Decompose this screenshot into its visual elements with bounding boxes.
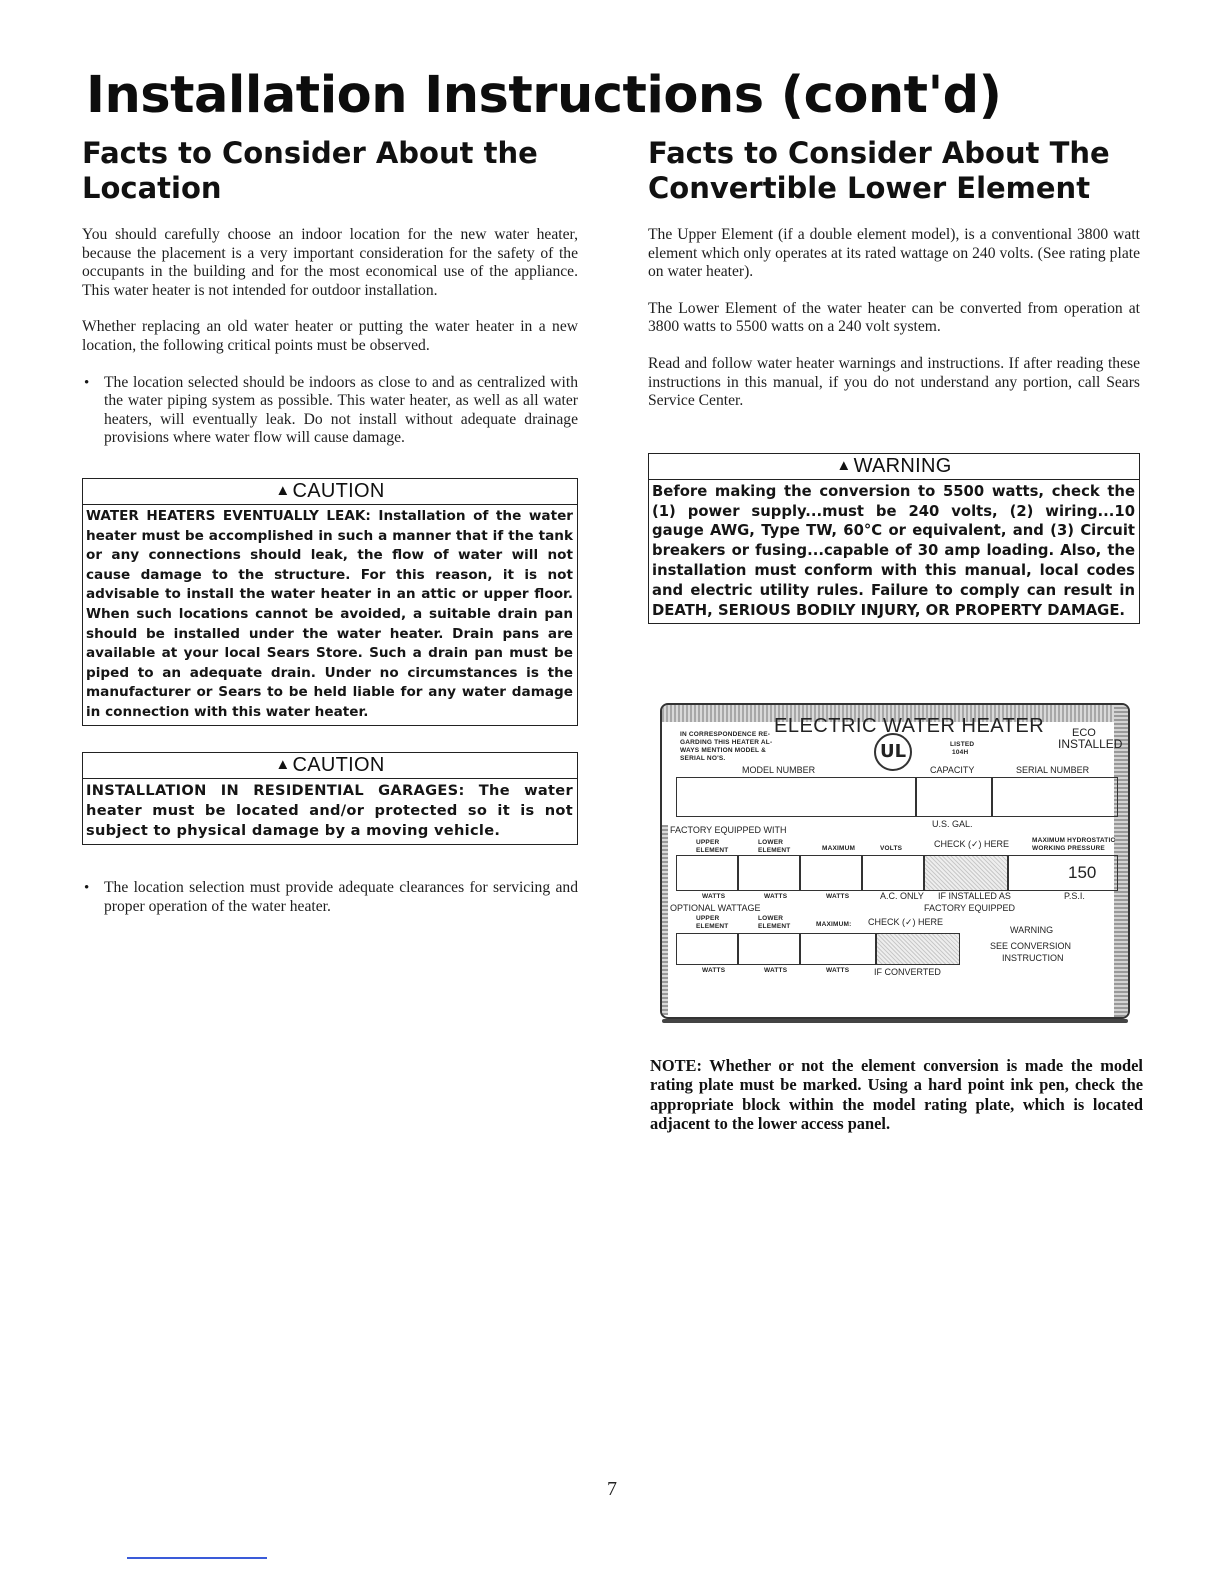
plate-row-model bbox=[676, 777, 1118, 817]
plate-shadow bbox=[662, 1019, 1128, 1023]
caution-header bbox=[83, 753, 577, 779]
plate-row-optional bbox=[676, 933, 960, 965]
plate-psi: P.S.I. bbox=[1064, 891, 1085, 901]
pressure-cell bbox=[1008, 855, 1118, 891]
plate-shading-left bbox=[662, 825, 668, 1015]
footer-rule bbox=[127, 1557, 267, 1559]
page-number: 7 bbox=[607, 1478, 617, 1500]
caution-header bbox=[83, 479, 577, 505]
plate-optional-wattage: OPTIONAL WATTAGE bbox=[670, 903, 761, 913]
bullet-text: The location selection must provide adequate clearances for servicing and proper operation of the water heater. bbox=[104, 879, 578, 916]
plate-lower-element: LOWER ELEMENT bbox=[758, 915, 791, 930]
optional-lower-cell bbox=[738, 933, 800, 965]
plate-if-converted: IF CONVERTED bbox=[874, 967, 941, 977]
plate-watts: WATTS bbox=[826, 893, 850, 900]
caution-lead: INSTALLATION IN RESIDENTIAL GARAGES: bbox=[86, 782, 465, 800]
plate-lower-element: LOWER ELEMENT bbox=[758, 839, 791, 854]
plate-us-gal: U.S. GAL. bbox=[932, 819, 973, 829]
bullet-dot-icon: • bbox=[84, 880, 90, 897]
element-paragraph-2: The Lower Element of the water heater can be converted from operation at 3800 watts to 5500 watts on a 240 volt system. bbox=[648, 299, 1140, 336]
element-paragraph-3: Read and follow water heater warnings and instructions. If after reading these instructions in this manual, if you do not understand any portion, call Sears Service Center. bbox=[648, 354, 1140, 410]
element-heading: Facts to Consider About The Convertible Lower Element bbox=[648, 136, 1110, 205]
serial-number-cell bbox=[992, 777, 1118, 817]
plate-eco: ECO bbox=[1072, 727, 1096, 739]
plate-volts: VOLTS bbox=[880, 845, 903, 852]
plate-correspondence-2: GARDING THIS HEATER AL- bbox=[680, 739, 773, 746]
plate-maximum: MAXIMUM: bbox=[816, 921, 852, 928]
bullet-item bbox=[82, 879, 578, 916]
location-heading: Facts to Consider About the Location bbox=[82, 136, 538, 205]
warning-header bbox=[649, 454, 1139, 480]
plate-capacity: CAPACITY bbox=[930, 765, 975, 775]
warning-label: WARNING bbox=[853, 454, 952, 477]
bullet-dot-icon: • bbox=[84, 374, 90, 391]
plate-watts: WATTS bbox=[702, 967, 726, 974]
plate-watts: WATTS bbox=[764, 967, 788, 974]
caution-lead: WATER HEATERS EVENTUALLY LEAK: bbox=[86, 507, 371, 524]
warning-triangle-icon: ▲ bbox=[275, 756, 291, 774]
plate-if-installed-as: IF INSTALLED AS bbox=[938, 891, 1011, 901]
plate-max-pressure: MAXIMUM HYDROSTATIC WORKING PRESSURE bbox=[1032, 837, 1116, 852]
plate-factory-equipped: FACTORY EQUIPPED bbox=[924, 903, 1016, 913]
plate-title: ELECTRIC WATER HEATER bbox=[774, 715, 1045, 737]
caution-body bbox=[83, 505, 577, 726]
plate-installed: INSTALLED bbox=[1058, 737, 1123, 751]
plate-factory-equipped-with: FACTORY EQUIPPED WITH bbox=[670, 825, 787, 835]
element-paragraph-1: The Upper Element (if a double element model), is a conventional 3800 watt element which only operates at its rated wattage on 240 volts. (See rating plate on water heater). bbox=[648, 226, 1140, 281]
lower-element-cell bbox=[738, 855, 800, 891]
plate-pressure-value: 150 bbox=[1068, 863, 1097, 882]
plate-watts: WATTS bbox=[764, 893, 788, 900]
volts-cell bbox=[862, 855, 924, 891]
plate-watts: WATTS bbox=[826, 967, 850, 974]
plate-check-here: CHECK (✓) HERE bbox=[868, 917, 944, 927]
plate-row-factory bbox=[676, 855, 1118, 891]
plate-listed-code: 104H bbox=[952, 749, 969, 756]
ul-logo-icon: UL bbox=[874, 733, 912, 771]
left-column bbox=[82, 136, 578, 935]
plate-listed: LISTED bbox=[950, 741, 975, 748]
plate-ac-only: A.C. ONLY bbox=[880, 891, 924, 901]
caution-label: CAUTION bbox=[292, 479, 385, 502]
optional-check-cell bbox=[876, 933, 960, 965]
plate-maximum: MAXIMUM bbox=[822, 845, 856, 852]
maximum-cell bbox=[800, 855, 862, 891]
plate-see-conversion: SEE CONVERSION bbox=[990, 941, 1072, 951]
warning-body: Before making the conversion to 5500 watts, check the (1) power supply...must be 240 volts, (2) wiring...10 gauge AWG, Type TW, 60°C or equivalent, and (3) Circuit breakers or fusing...capable of 30 amp loading. Also, the installation must conform with this manual, local codes and electric utility rules. Failure to comply can result in DEATH, SERIOUS BODILY INJURY, OR PROPERTY DAMAGE. bbox=[652, 482, 1135, 619]
warning-box bbox=[648, 453, 1140, 625]
optional-upper-cell bbox=[676, 933, 738, 965]
location-paragraph-2: Whether replacing an old water heater or putting the water heater in a new location, the following critical points must be observed. bbox=[82, 318, 578, 354]
location-paragraph-1: You should carefully choose an indoor location for the new water heater, because the placement is a very important consideration for the safety of the occupants in the building and for the most economical use of the appliance. This water heater is not intended for outdoor installation. bbox=[82, 226, 578, 299]
plate-instruction: INSTRUCTION bbox=[1002, 953, 1064, 963]
bullet-text: The location selected should be indoors as close to and as centralized with the water piping system as possible. This water heater, as well as all water heaters, will eventually leak. Do not install without adequate drainage provisions where water flow will cause damage. bbox=[104, 373, 578, 447]
plate-upper-element: UPPER ELEMENT bbox=[696, 839, 729, 854]
plate-correspondence-3: WAYS MENTION MODEL & bbox=[680, 747, 766, 754]
plate-correspondence-1: IN CORRESPONDENCE RE- bbox=[680, 731, 771, 738]
plate-upper-element: UPPER ELEMENT bbox=[696, 915, 729, 930]
caution-box-leak bbox=[82, 478, 578, 727]
right-column bbox=[648, 136, 1140, 650]
bullet-item bbox=[82, 374, 578, 448]
plate-check-here: CHECK (✓) HERE bbox=[934, 839, 1010, 849]
plate-serial-number: SERIAL NUMBER bbox=[1016, 765, 1090, 775]
optional-maximum-cell bbox=[800, 933, 876, 965]
caution-text: Installation of the water heater must be accomplished in such a manner that if the tank or any connections should leak, the flow of water will not cause damage to the structure. For this reason, it is not advisable to install the water heater in an attic or upper floor. When such locations cannot be avoided, a suitable drain pan should be installed under the water heater. Drain pans are available at your local Sears Store. Such a drain pan must be piped to an adequate drain. Under no circumstances is the manufacturer or Sears to be held liable for any water damage in connection with this water heater. bbox=[86, 507, 573, 720]
warning-triangle-icon: ▲ bbox=[836, 456, 852, 474]
plate-correspondence-4: SERIAL NO'S. bbox=[680, 755, 726, 762]
warning-triangle-icon: ▲ bbox=[275, 481, 291, 499]
caution-text: The water heater must be located and/or protected so it is not subject to physical damage by a moving vehicle. bbox=[86, 782, 573, 840]
rating-plate bbox=[660, 703, 1130, 1019]
plate-model-number: MODEL NUMBER bbox=[742, 765, 816, 775]
capacity-cell bbox=[916, 777, 992, 817]
plate-warning: WARNING bbox=[1010, 925, 1054, 935]
page-title: Installation Instructions (cont'd) bbox=[86, 66, 1002, 125]
caution-box-garage bbox=[82, 752, 578, 845]
caution-body bbox=[83, 779, 577, 844]
caution-label: CAUTION bbox=[292, 754, 385, 777]
note-paragraph: NOTE: Whether or not the element conversion is made the model rating plate must be marked. Using a hard point ink pen, check the appropriate block within the model rating plate, which is located adjacent to the lower access panel. bbox=[650, 1056, 1143, 1134]
check-here-cell bbox=[924, 855, 1008, 891]
upper-element-cell bbox=[676, 855, 738, 891]
model-number-cell bbox=[676, 777, 916, 817]
plate-watts: WATTS bbox=[702, 893, 726, 900]
